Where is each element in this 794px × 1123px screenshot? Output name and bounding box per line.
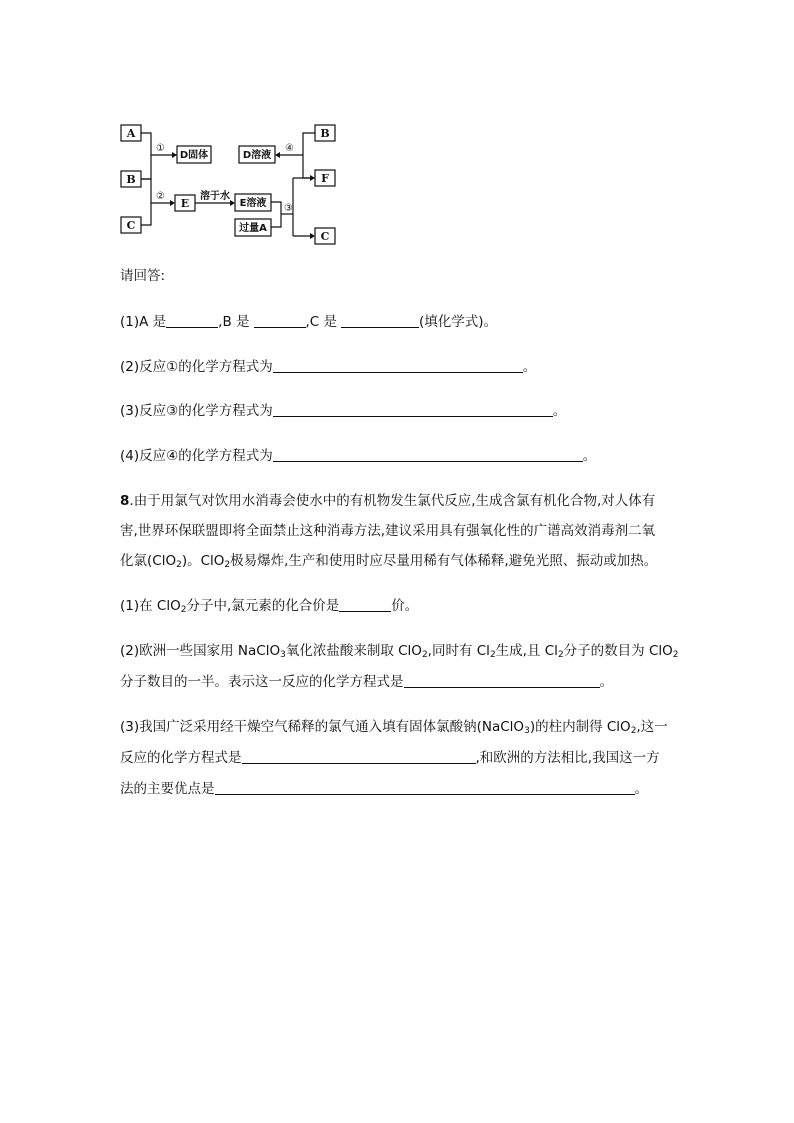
period: 。 [582,448,597,464]
q7-prompt: 请回答: [120,268,166,284]
period: 。 [599,674,613,690]
label-b-left: B [126,173,136,186]
label-d-solid: D固体 [179,150,209,161]
answer-blank-c[interactable] [341,313,419,328]
q8-part3-e: ,和欧洲的方法相比,我国这一方 [475,750,660,766]
q8-intro-text-3a: 化氯(ClO [120,553,177,569]
bracket-step3-in [271,202,281,227]
q7-part4-text: (4)反应④的化学方程式为 [120,448,273,464]
period: 。 [634,781,648,797]
q7-part1-c: ,C 是 [305,314,338,330]
q7-part2 [120,357,536,377]
subscript: 2 [557,650,564,660]
arrow-1-head [172,152,177,158]
arrow-dissolve-head [230,200,235,206]
q8-intro-text-3b: )。ClO [181,553,225,569]
subscript: 2 [672,650,679,660]
label-d-solution: D溶液 [242,150,272,161]
label-e-solution: E溶液 [239,198,267,209]
q8-part1-b: 分子中,氯元素的化合价是 [186,598,340,614]
q8-part3-b: )的柱内制得 ClO [529,719,631,735]
dissolve-label: 溶于水 [200,191,230,202]
q8-part3-line3 [120,779,648,799]
answer-blank-a[interactable] [166,313,218,328]
label-e: E [180,197,190,210]
label-a: A [126,127,136,140]
arrow-2-head [170,200,175,206]
step-4-label: ④ [285,143,294,154]
answer-blank-q7-2[interactable] [273,358,523,373]
q8-part2-e: 分子的数目为 ClO [563,643,673,659]
label-c-right: C [320,230,330,243]
period: 。 [522,359,537,375]
q7-part1 [120,312,497,332]
bracket-bf [303,133,315,178]
label-excess-a: 过量A [239,223,267,234]
q8-intro-line3 [120,551,657,571]
subscript: 2 [224,560,231,570]
q8-part2-c: ,同时有 Cl [427,643,490,659]
subscript: 2 [180,605,187,615]
q8-intro-text-1: .由于用氯气对饮用水消毒会使水中的有机物发生氯代反应,生成含氯有机化合物,对人体有 [129,493,656,509]
q8-part2-f: 分子数目的一半。表示这一反应的化学方程式是 [120,674,404,690]
answer-blank-q7-3[interactable] [273,402,553,417]
q8-part2-line1 [120,641,679,661]
label-c-left: C [126,219,136,232]
q8-part1 [120,596,418,616]
q8-part1-c: 价。 [391,598,419,614]
subscript: 3 [280,650,286,660]
arrow-4-head [275,152,280,158]
answer-blank-b[interactable] [254,313,306,328]
label-b-right: B [320,127,330,140]
q8-part2-a: (2)欧洲一些国家用 NaClO [120,643,281,659]
label-f: F [321,172,329,185]
q7-part3-text: (3)反应③的化学方程式为 [120,403,273,419]
q8-part3-line2 [120,748,660,768]
q8-part2-d: 生成,且 Cl [495,643,558,659]
subscript: 2 [489,650,496,660]
step-3-label: ③ [284,203,293,214]
q8-intro-line2: 害,世界环保联盟即将全面禁止这种消毒方法,建议采用具有强氧化性的广谱高效消毒剂二氧 [120,523,656,539]
reaction-flow-diagram [115,120,345,250]
q8-part3-a: (3)我国广泛采用经干燥空气稀释的氯气通入填有固体氯酸钠(NaClO [120,719,525,735]
q8-part3-line1 [120,717,668,737]
answer-blank-q7-4[interactable] [273,447,583,462]
bracket-ab [141,133,151,179]
answer-blank-eu-equation[interactable] [404,673,600,688]
subscript: 2 [630,726,637,736]
q8-part3-d: 反应的化学方程式是 [120,750,242,766]
arrow-c-right-head [310,233,315,239]
answer-blank-advantage[interactable] [215,780,635,795]
subscript: 2 [176,560,182,570]
q7-part1-a: (1)A 是 [120,314,167,330]
bracket-bc [141,179,151,225]
q8-number: 8 [120,493,130,509]
period: 。 [552,403,567,419]
step-2-label: ② [156,191,165,202]
answer-blank-valence[interactable] [339,597,391,612]
subscript: 3 [524,726,530,736]
q8-part2-b: 氧化浓盐酸来制取 ClO [285,643,422,659]
q7-part3 [120,401,566,421]
q7-part1-tail: (填化学式)。 [419,314,498,330]
q7-part4 [120,446,596,466]
q8-part2-line2 [120,672,613,692]
q7-part2-text: (2)反应①的化学方程式为 [120,359,273,375]
q8-part1-a: (1)在 ClO [120,598,181,614]
q8-intro-text-3c: 极易爆炸,生产和使用时应尽量用稀有气体稀释,避免光照、振动或加热。 [230,553,658,569]
step-1-label: ① [156,143,165,154]
q7-part1-b: ,B 是 [218,314,250,330]
answer-blank-cn-equation[interactable] [242,749,476,764]
q8-part3-f: 法的主要优点是 [120,781,215,797]
q8-part3-c: ,这一 [636,719,668,735]
subscript: 2 [421,650,428,660]
q8-intro-line1 [120,491,655,511]
